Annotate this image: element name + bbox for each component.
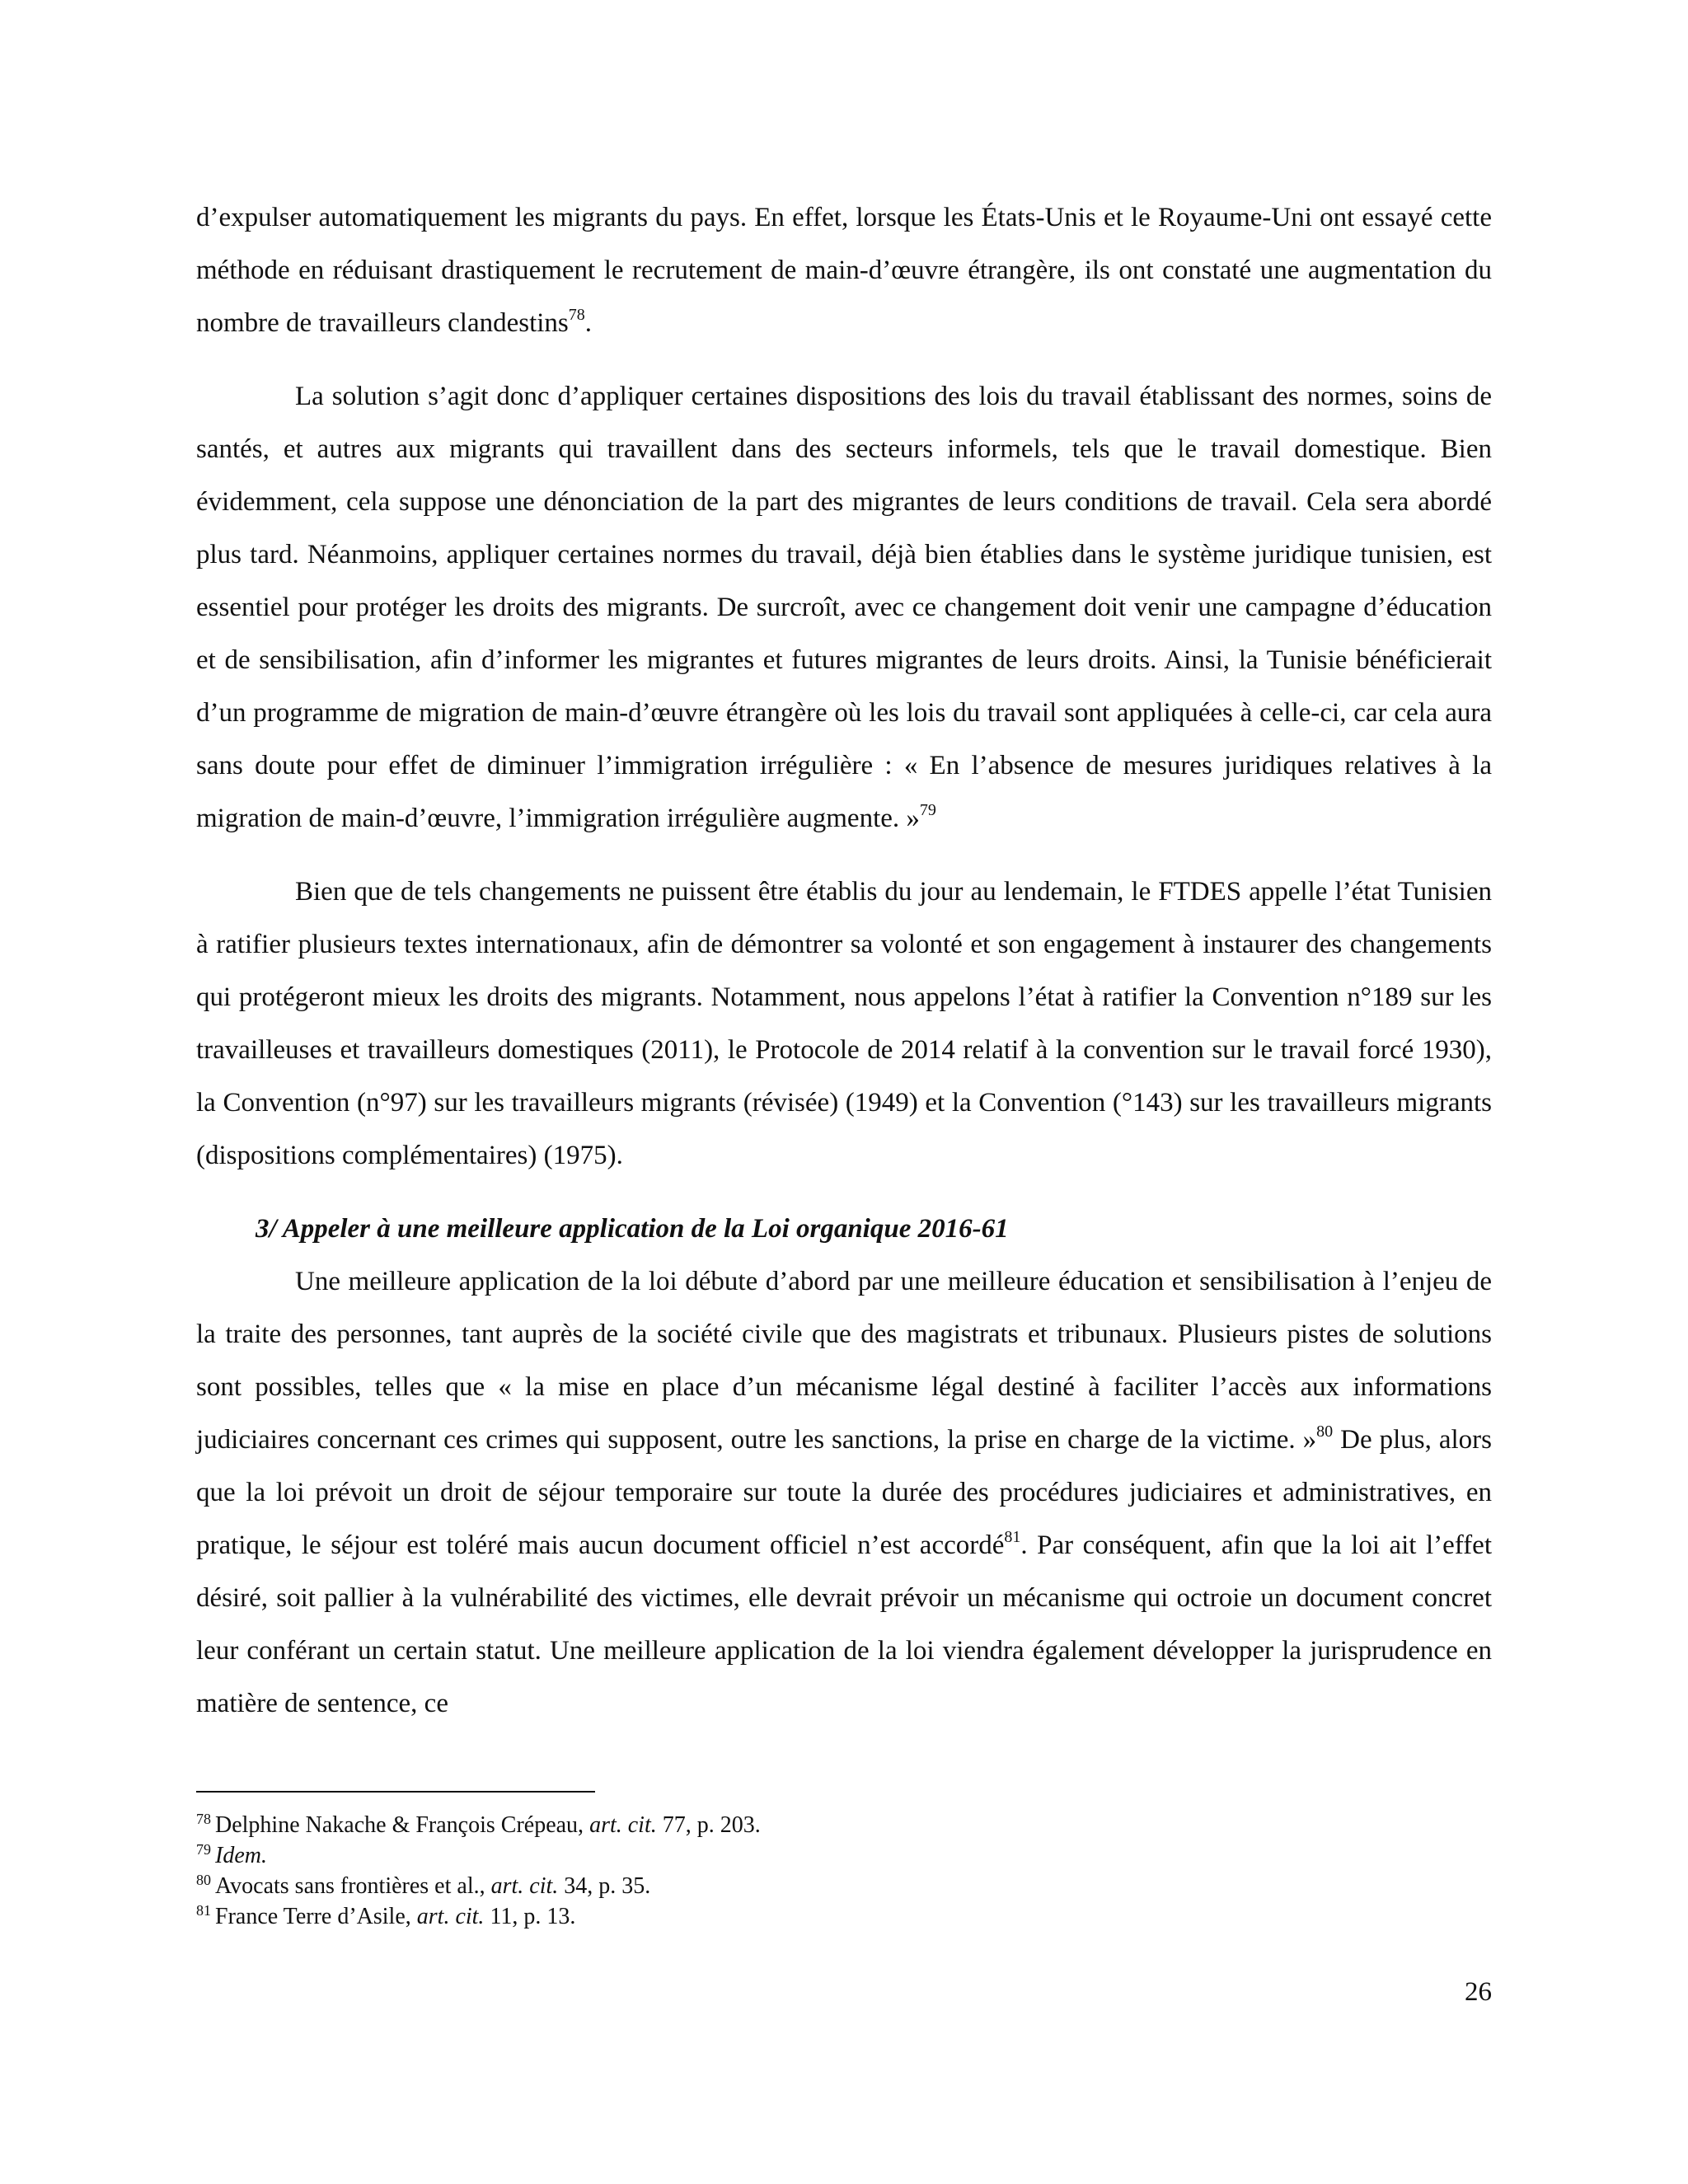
footnote-ref-79[interactable]: 79 <box>919 801 936 819</box>
footnote-ref-80[interactable]: 80 <box>1316 1422 1334 1441</box>
section-heading: 3/ Appeler à une meilleure application de la Loi organique 2016-61 <box>256 1214 1009 1244</box>
paragraph-3: Bien que de tels changements ne puissent être établis du jour au lendemain, le FTDES appelle l’état Tunisien à ratifier plusieurs textes internationaux, afin de démontrer sa volonté et son engagement à instaurer des changements qui protégeront mieux les droits des migrants. Notamment, nous appelons l’état à ratifier la Convention n°189 sur les travailleuses et travailleurs domestiques (2011), le Protocole de 2014 relatif à la convention sur le travail forcé 1930), la Convention (n°97) sur les travailleurs migrants (révisée) (1949) et la Convention (°143) sur les travailleurs migrants (dispositions complémentaires) (1975). <box>196 877 1492 1170</box>
footnote-ref-78[interactable]: 78 <box>568 306 585 324</box>
page-number: 26 <box>1465 1977 1492 2007</box>
footnote-separator <box>196 1791 595 1793</box>
footnote-78: $^{78}$ Delphine Nakache & François Crépeau, art. cit. 77, p. 203. <box>196 1811 761 1838</box>
footnote-79: $^{79}$ Idem. <box>196 1841 267 1868</box>
footnote-81: $^{81}$ France Terre d’Asile, art. cit. 11, p. 13. <box>196 1902 576 1929</box>
paragraph-2: La solution s’agit donc d’appliquer certaines dispositions des lois du travail établissant des normes, soins de santés, et autres aux migrants qui travaillent dans des secteurs informels, tels que le travail domestique. Bien évidemment, cela suppose une dénonciation de la part des migrantes de leurs conditions de travail. Cela sera abordé plus tard. Néanmoins, appliquer certaines normes du travail, déjà bien établies dans le système juridique tunisien, est essentiel pour protéger les droits des migrants. De surcroît, avec ce changement doit venir une campagne d’éducation et de sensibilisation, afin d’informer les migrantes et futures migrantes de leurs droits. Ainsi, la Tunisie bénéficierait d’un programme de migration de main-d’œuvre étrangère où les lois du travail sont appliquées à celle-ci, car cela aura sans doute pour effet de diminuer l’immigration irrégulière : « En l’absence de mesures juridiques relatives à la migration de main-d’œuvre, l’immigration irrégulière augmente. »$^{79}$ <box>196 382 1492 833</box>
footnotes <box>196 1810 1492 1932</box>
footnote-80: $^{80}$ Avocats sans frontières et al., art. cit. 34, p. 35. <box>196 1872 651 1899</box>
paragraph-1: d’expulser automatiquement les migrants du pays. En effet, lorsque les États-Unis et le Royaume-Uni ont essayé cette méthode en réduisant drastiquement le recrutement de main-d’œuvre étrangère, ils ont constaté une augmentation du nombre de travailleurs clandestins$^{78}$. <box>196 203 1492 338</box>
body-text <box>196 191 1492 1730</box>
footnote-ref-81[interactable]: 81 <box>1004 1528 1021 1546</box>
paragraph-4: Une meilleure application de la loi débute d’abord par une meilleure éducation et sensibilisation à l’enjeu de la traite des personnes, tant auprès de la société civile que des magistrats et tribunaux. Plusieurs pistes de solutions sont possibles, telles que « la mise en place d’un mécanisme légal destiné à faciliter l’accès aux informations judiciaires concernant ces crimes qui supposent, outre les sanctions, la prise en charge de la victime. »$^{80}$ De plus, alors que la loi prévoit un droit de séjour temporaire sur toute la durée des procédures judiciaires et administratives, en pratique, le séjour est toléré mais aucun document officiel n’est accordé$^{81}$. Par conséquent, afin que la loi ait l’effet désiré, soit pallier à la vulnérabilité des victimes, elle devrait prévoir un mécanisme qui octroie un document concret leur conférant un certain statut. Une meilleure application de la loi viendra également développer la jurisprudence en matière de sentence, ce <box>196 1267 1492 1718</box>
